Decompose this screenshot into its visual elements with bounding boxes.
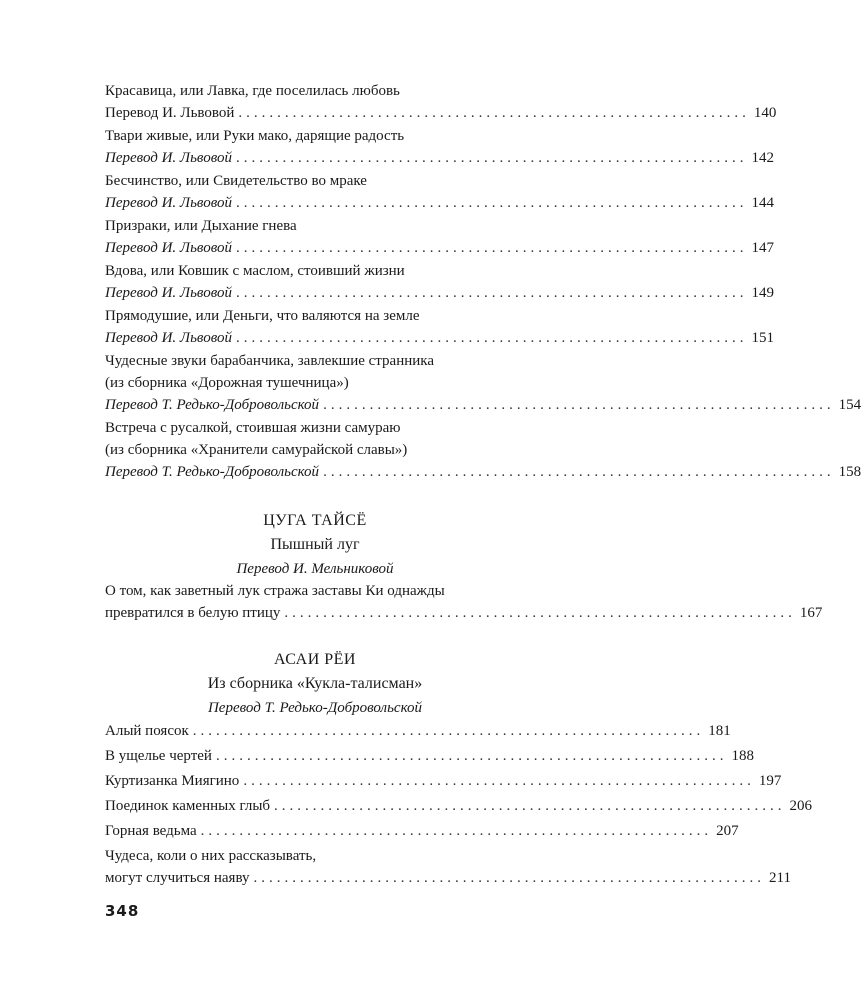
page-number: 149 [751, 285, 775, 301]
toc-entry [105, 770, 782, 792]
dot-leader: .................................................................. [274, 798, 786, 814]
page-number: 211 [769, 870, 791, 886]
toc-entry [105, 305, 775, 349]
entry-title: Куртизанка Миягино [105, 773, 240, 789]
toc-entry [105, 845, 791, 889]
translator-credit: Перевод И. Львовой [105, 150, 233, 166]
translator-credit: Перевод И. Львовой [105, 285, 233, 301]
translator-line [105, 394, 861, 416]
entry-title-last-line [105, 602, 823, 624]
toc-entry [105, 820, 739, 842]
translator-line [105, 147, 775, 169]
dot-leader: .................................................................. [238, 105, 750, 121]
toc-section-3 [105, 720, 813, 845]
entry-title: О том, как заветный лук стража заставы Ки однажды [105, 583, 445, 599]
entry-title: Твари живые, или Руки мако, дарящие радость [105, 128, 405, 144]
toc-entry [105, 260, 775, 304]
toc-entry [105, 215, 775, 259]
page-number: 144 [751, 195, 775, 211]
toc-entry [105, 417, 861, 483]
translator-credit: Перевод И. Мельниковой [236, 561, 394, 577]
collection-title: Пышный луг [270, 536, 360, 553]
dot-leader: .................................................................. [253, 870, 766, 886]
dot-leader: .................................................................. [236, 195, 748, 211]
author-name: ЦУГА ТАЙСЁ [263, 512, 367, 529]
toc-entry [105, 125, 775, 169]
toc-entry [105, 745, 754, 767]
dot-leader: .................................................................. [323, 397, 835, 413]
dot-leader: .................................................................. [284, 605, 796, 621]
page-number: 188 [731, 748, 754, 764]
section-heading-asai [105, 648, 525, 720]
translator-credit: Перевод Т. Редько-Добровольской [105, 397, 320, 413]
translator-credit: Перевод Т. Редько-Добровольской [207, 700, 423, 716]
dot-leader: .................................................................. [192, 723, 705, 739]
entry-title: Горная ведьма [105, 823, 197, 839]
translator-line [105, 237, 775, 259]
folio-page-number: 348 [105, 902, 140, 920]
author-name: АСАИ РЁИ [274, 651, 356, 668]
section-heading-tsuga [105, 509, 525, 581]
translator-line [105, 461, 861, 483]
translator-line [105, 327, 775, 349]
dot-leader: .................................................................. [236, 330, 748, 346]
toc-entry [105, 795, 813, 817]
entry-title: (из сборника «Хранители самурайской славы») [105, 442, 408, 458]
page-number: 207 [716, 823, 739, 839]
page-number: 181 [708, 723, 731, 739]
entry-title: Бесчинство, или Свидетельство во мраке [105, 173, 367, 189]
entry-title: Алый поясок [105, 723, 189, 739]
entry-title: Красавица, или Лавка, где поселилась любовь [105, 83, 400, 99]
translator-credit: Перевод И. Львовой [105, 240, 233, 256]
translator-credit: Перевод И. Львовой [105, 330, 233, 346]
toc-entry [105, 350, 861, 416]
entry-title: В ущелье чертей [105, 748, 212, 764]
page-number: 151 [751, 330, 775, 346]
dot-leader: .................................................................. [236, 285, 748, 301]
dot-leader: .................................................................. [323, 464, 835, 480]
entry-title: могут случиться наяву [105, 870, 250, 886]
page-number: 142 [751, 150, 775, 166]
translator-credit: Перевод И. Львовой [105, 105, 235, 121]
dot-leader: .................................................................. [243, 773, 755, 789]
page-number: 140 [753, 105, 777, 121]
page-number: 167 [799, 605, 823, 621]
page-number: 197 [758, 773, 782, 789]
page-number: 158 [838, 464, 861, 480]
dot-leader: .................................................................. [215, 748, 728, 764]
collection-title: Из сборника «Кукла-талисман» [207, 675, 423, 692]
page-number: 154 [838, 397, 861, 413]
dot-leader: .................................................................. [200, 823, 713, 839]
entry-title: превратился в белую птицу [105, 605, 281, 621]
toc-entry [105, 720, 731, 742]
entry-title: (из сборника «Дорожная тушечница») [105, 375, 349, 391]
page-number: 206 [789, 798, 813, 814]
translator-line [105, 102, 777, 124]
entry-title: Прямодушие, или Деньги, что валяются на земле [105, 308, 420, 324]
dot-leader: .................................................................. [236, 150, 748, 166]
toc-entry [105, 80, 777, 124]
translator-credit: Перевод И. Львовой [105, 195, 233, 211]
translator-line [105, 282, 775, 304]
entry-title-last-line [105, 867, 791, 889]
entry-title: Встреча с русалкой, стоившая жизни самураю [105, 420, 401, 436]
toc-entry [105, 580, 823, 624]
dot-leader: .................................................................. [236, 240, 748, 256]
page-number: 147 [751, 240, 775, 256]
entry-title: Чудесные звуки барабанчика, завлекшие странника [105, 353, 434, 369]
translator-line [105, 192, 775, 214]
entry-title: Вдова, или Ковшик с маслом, стоивший жизни [105, 263, 405, 279]
entry-title: Поединок каменных глыб [105, 798, 271, 814]
toc-entry [105, 170, 775, 214]
translator-credit: Перевод Т. Редько-Добровольской [105, 464, 320, 480]
entry-title: Призраки, или Дыхание гнева [105, 218, 297, 234]
entry-title: Чудеса, коли о них рассказывать, [105, 848, 317, 864]
